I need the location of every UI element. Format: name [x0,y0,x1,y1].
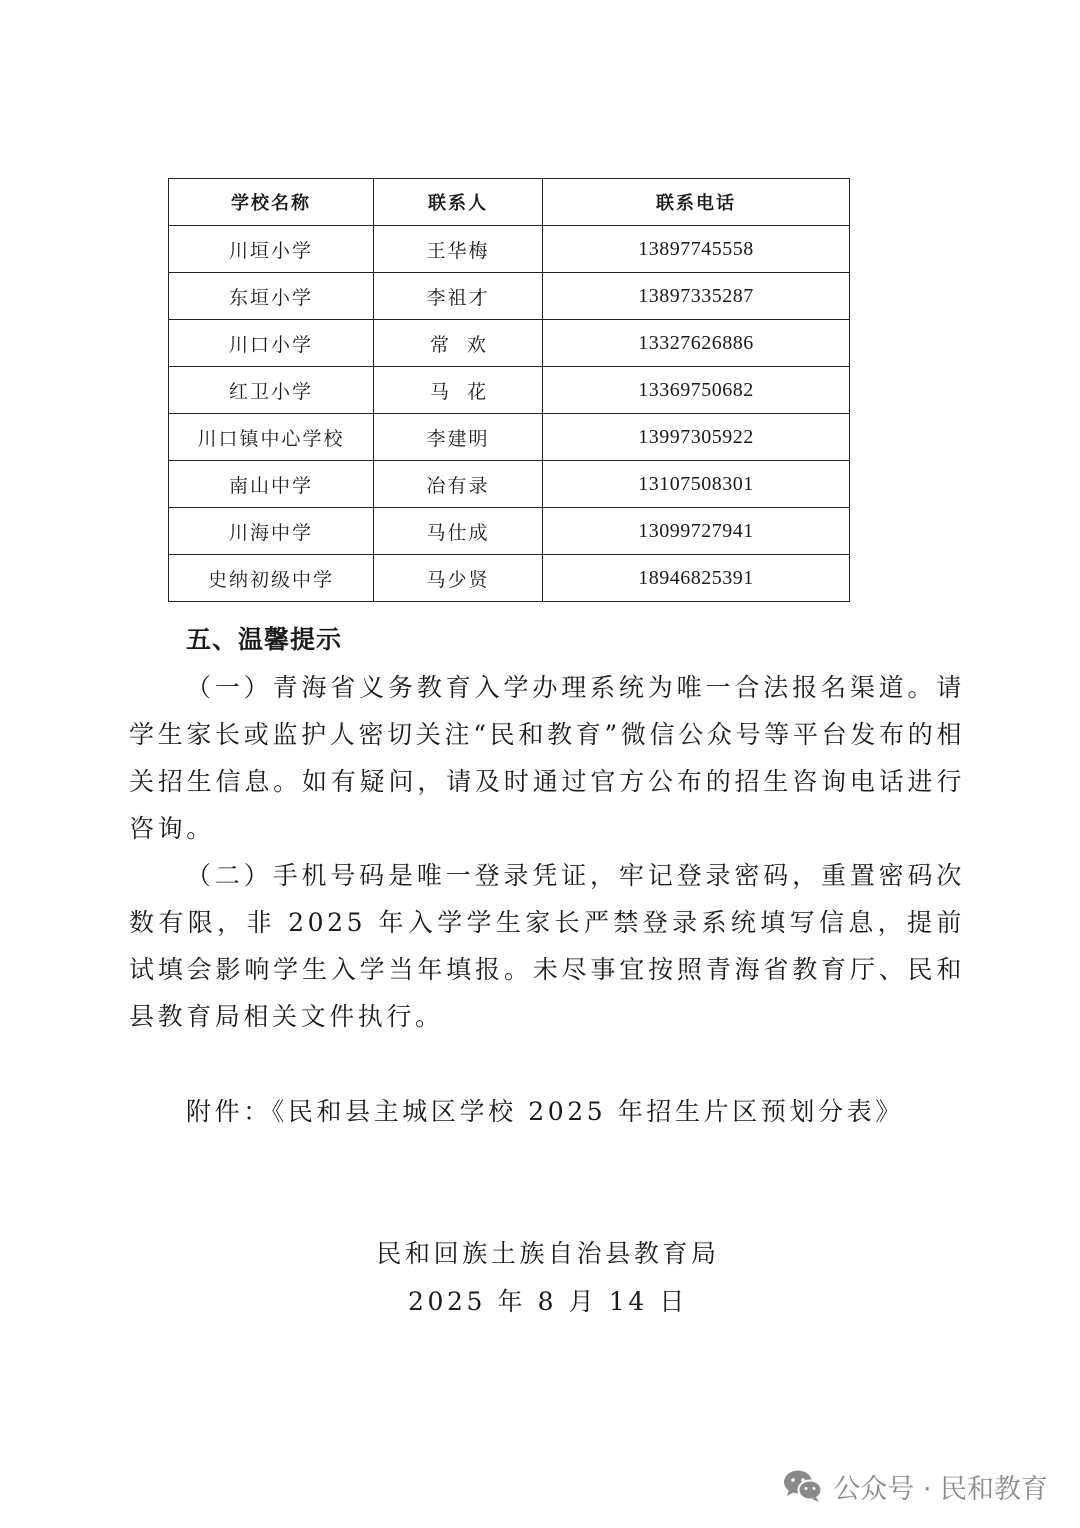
contact-name: 李建明 [374,414,543,461]
header-contact: 联系人 [374,179,543,226]
wechat-icon [783,1469,823,1503]
contact-name: 马花 [374,367,543,414]
watermark-text: 公众号 · 民和教育 [833,1473,1048,1505]
table-row [169,508,850,555]
school-name: 川口镇中心学校 [169,414,374,461]
contact-name: 马仕成 [374,508,543,555]
watermark [783,1464,1048,1508]
phone-number: 13107508301 [543,461,850,508]
contact-name: 常欢 [374,320,543,367]
table-row [169,367,850,414]
contact-name: 冶有录 [374,461,543,508]
table-header-row [169,179,850,226]
table-row [169,226,850,273]
attachment-line: 附件：《民和县主城区学校 2025 年招生片区预划分表》 [186,1097,904,1126]
phone-number: 13369750682 [543,367,850,414]
notice-paragraph-2: （二）手机号码是唯一登录凭证，牢记登录密码，重置密码次数有限，非 2025 年入学学生家长严禁登录系统填写信息，提前试填会影响学生入学当年填报。未尽事宜按照青海省教育厅、民和县教育局相关文件执行。 [129,861,965,1031]
school-name: 川垣小学 [169,226,374,273]
issuer-name: 民和回族土族自治县教育局 [376,1239,720,1268]
contacts-table [168,178,850,602]
phone-number: 18946825391 [543,555,850,602]
table-row [169,273,850,320]
issue-date: 2025 年 8 月 14 日 [407,1287,689,1316]
notice-paragraph-1: （一）青海省义务教育入学办理系统为唯一合法报名渠道。请学生家长或监护人密切关注“民和教育”微信公众号等平台发布的相关招生信息。如有疑问，请及时通过官方公布的招生咨询电话进行咨询。 [129,673,965,843]
phone-number: 13897335287 [543,273,850,320]
section-heading: 五、温馨提示 [186,625,343,654]
table-row [169,320,850,367]
contact-name: 李祖才 [374,273,543,320]
table-row [169,461,850,508]
header-phone: 联系电话 [543,179,850,226]
school-name: 川口小学 [169,320,374,367]
table-row [169,414,850,461]
school-name: 史纳初级中学 [169,555,374,602]
school-name: 川海中学 [169,508,374,555]
phone-number: 13897745558 [543,226,850,273]
contact-name: 马少贤 [374,555,543,602]
school-name: 南山中学 [169,461,374,508]
table-row [169,555,850,602]
contact-name: 王华梅 [374,226,543,273]
school-name: 红卫小学 [169,367,374,414]
header-school: 学校名称 [169,179,374,226]
phone-number: 13997305922 [543,414,850,461]
school-name: 东垣小学 [169,273,374,320]
phone-number: 13327626886 [543,320,850,367]
phone-number: 13099727941 [543,508,850,555]
